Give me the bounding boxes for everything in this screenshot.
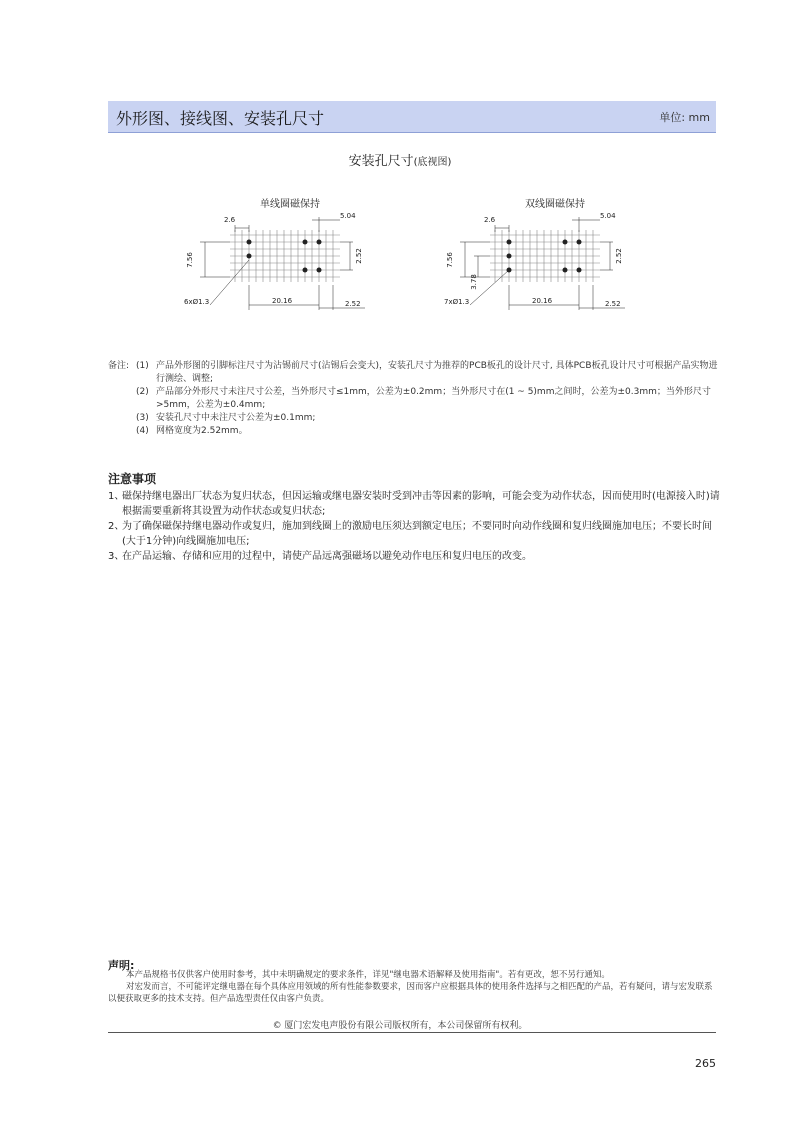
section-header-bar [108,101,716,133]
dim-right: 2.52 [614,248,623,264]
note-item [108,425,718,438]
dim-bottom-right: 2.52 [345,300,361,308]
single-coil-label: 单线圈磁保持 [260,199,320,210]
dim-right: 2.52 [354,248,363,264]
note-text: 网格宽度为2.52mm。 [156,426,248,436]
declaration-block [108,969,720,1005]
note-item [108,360,718,386]
dim-bottom-mid: 20.16 [272,297,293,305]
note-number: (3) [136,413,149,423]
declaration-paragraph: 本产品规格书仅供客户使用时参考，其中未明确规定的要求条件，详见"继电器术语解释及使用指南"。若有更改，恕不另行通知。 [126,970,610,980]
dim-top-right: 5.04 [600,212,616,220]
caution-number: 1、 [108,491,125,502]
caution-text: 在产品运输、存储和应用的过程中，请使产品远离强磁场以避免动作电压和复归电压的改变。 [122,551,532,562]
caution-number: 2、 [108,521,125,532]
hole-count-label: 7xØ1.3 [444,298,470,306]
dim-top-left: 2.6 [224,216,236,224]
hole-count-label: 6xØ1.3 [184,298,210,306]
caution-title: 注意事项 [108,472,157,486]
dim-top-right: 5.04 [340,212,356,220]
notes-block [108,360,718,438]
double-coil-label: 双线圈磁保持 [525,199,585,210]
note-number: (1) [136,361,149,371]
mounting-hole-title [0,150,800,169]
dim-left-inner: 3.78 [469,274,478,290]
bottom-view-label: (底视图) [413,157,452,168]
dim-left: 7.56 [185,252,194,268]
mounting-hole-title-text: 安装孔尺寸 [348,154,414,169]
caution-number: 3、 [108,551,125,562]
caution-item [108,519,720,549]
page-number: 265 [695,1057,716,1070]
copyright-text: © 厦门宏发电声股份有限公司版权所有，本公司保留所有权利。 [272,1021,528,1031]
caution-block [108,489,720,564]
section-header-title: 外形图、接线图、安装孔尺寸 [116,109,325,128]
note-text: 产品外形图的引脚标注尺寸为沾锡前尺寸(沾锡后会变大)，安装孔尺寸为推荐的PCB板孔的设计尺寸, 具体PCB板孔设计尺寸可根据产品实物进行测绘、调整; [156,361,718,384]
note-text: 产品部分外形尺寸未注尺寸公差，当外形尺寸≤1mm，公差为±0.2mm；当外形尺寸在(1 ~ 5)mm之间时，公差为±0.3mm；当外形尺寸>5mm，公差为±0.4mm; [156,387,711,410]
declaration-title: 声明: [108,959,135,972]
dim-bottom-mid: 20.16 [532,297,553,305]
note-text: 安装孔尺寸中未注尺寸公差为±0.1mm; [156,413,316,423]
note-item [108,386,718,412]
dim-top-left: 2.6 [484,216,496,224]
caution-item [108,489,720,519]
caution-text: 为了确保磁保持继电器动作或复归，施加到线圈上的激励电压须达到额定电压；不要同时向动作线圈和复归线圈施加电压；不要长时间(大于1分钟)向线圈施加电压; [122,521,712,547]
single-coil-hole-diagram [180,190,370,320]
double-coil-hole-diagram [440,190,630,320]
note-number: (2) [136,387,149,397]
dim-left: 7.56 [445,252,454,268]
unit-label: 单位: mm [659,111,710,124]
note-item [108,412,718,425]
footer-divider [108,1032,716,1033]
caution-item [108,549,720,564]
caution-text: 磁保持继电器出厂状态为复归状态，但因运输或继电器安装时受到冲击等因素的影响，可能会变为动作状态，因而使用时(电源接入时)请根据需要重新将其设置为动作状态或复归状态; [122,491,720,517]
notes-lead: 备注: [108,361,130,371]
dim-bottom-right: 2.52 [605,300,621,308]
declaration-paragraph: 对宏发而言，不可能评定继电器在每个具体应用领域的所有性能参数要求，因而客户应根据具体的使用条件选择与之相匹配的产品，若有疑问，请与宏发联系以便获取更多的技术支持。但产品选型责任仅由客户负责。 [108,982,713,1004]
note-number: (4) [136,426,149,436]
